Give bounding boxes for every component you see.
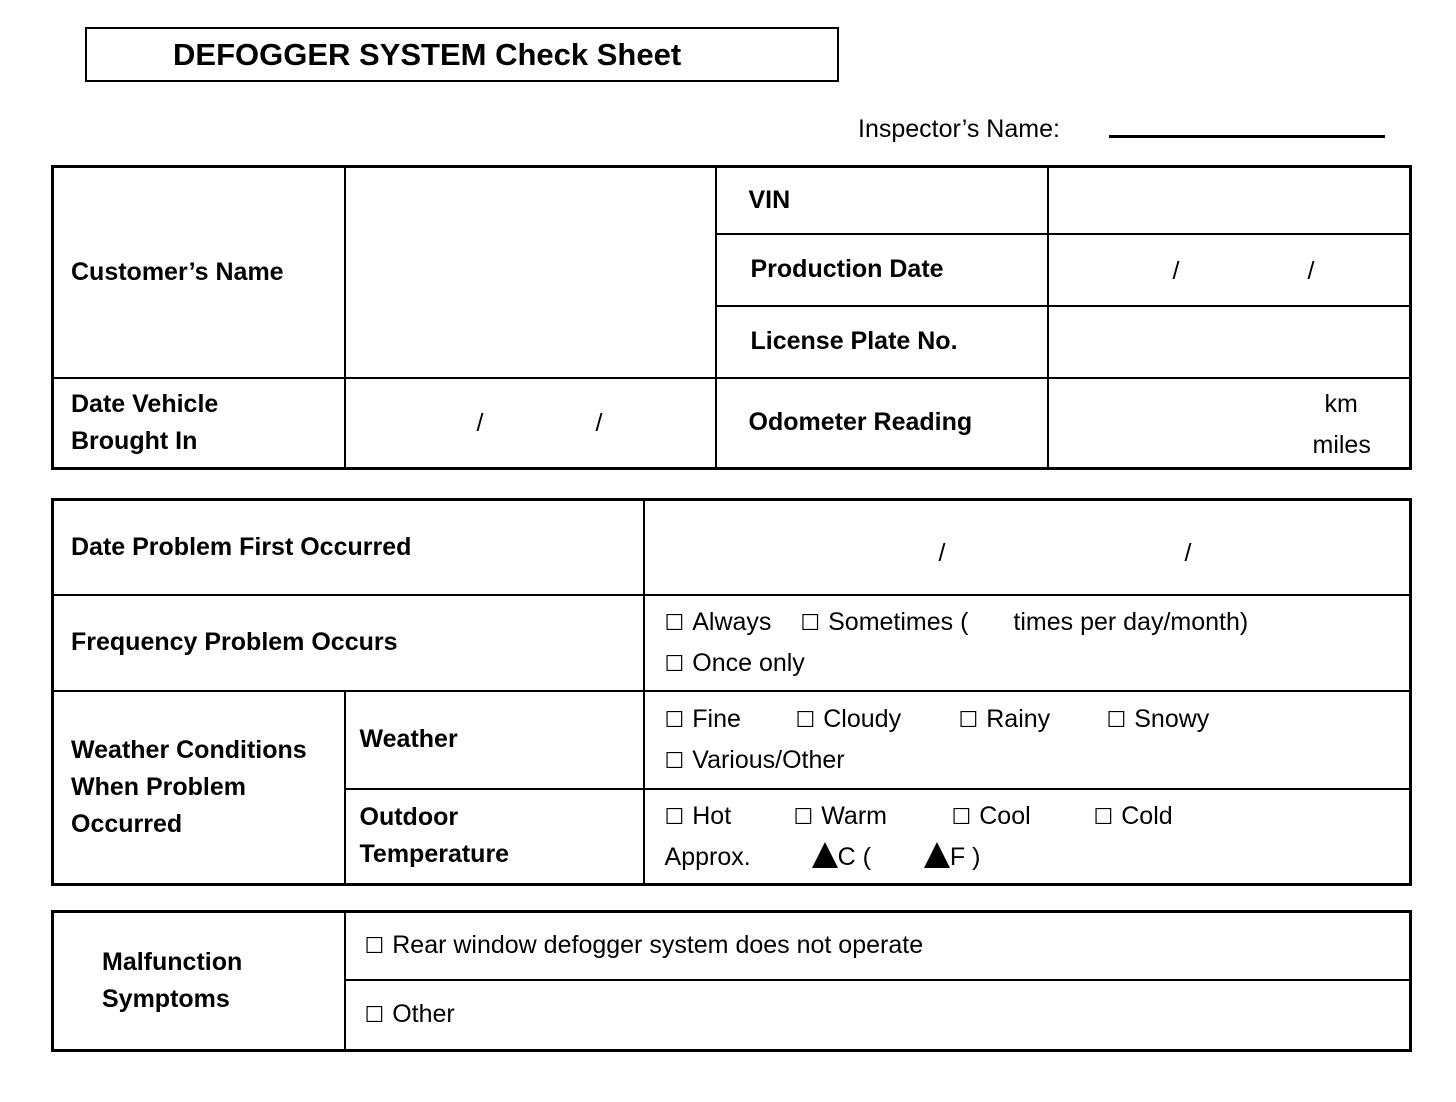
odometer-field[interactable] xyxy=(1048,378,1411,469)
approx-label: Approx. xyxy=(664,842,751,871)
malfunction-symptoms-label xyxy=(53,912,345,1051)
checkbox-icon: ☐ xyxy=(664,609,685,635)
malfunction-label-line1: Malfunction xyxy=(102,948,243,976)
license-plate-label: License Plate No. xyxy=(716,306,1048,378)
frequency-sometimes-suffix: times per day/month) xyxy=(1013,607,1249,636)
frequency-label: Frequency Problem Occurs xyxy=(53,595,644,691)
weather-other-label: Various/Other xyxy=(692,745,845,774)
date-first-occurred-field[interactable] xyxy=(644,500,1411,595)
checkbox-icon: ☐ xyxy=(664,706,685,732)
date-brought-in-label xyxy=(53,378,345,469)
temp-hot-label: Hot xyxy=(692,801,732,830)
title-box xyxy=(85,27,839,82)
weather-snowy-checkbox[interactable] xyxy=(1107,699,1210,740)
symptom-other-label: Other xyxy=(392,1000,455,1029)
weather-rainy-label: Rainy xyxy=(986,704,1051,733)
checkbox-icon: ☐ xyxy=(1093,803,1114,829)
temp-cold-label: Cold xyxy=(1121,801,1173,830)
unit-miles: miles xyxy=(1312,430,1371,459)
temperature-options xyxy=(644,789,1411,885)
symptom-defogger-not-operate xyxy=(345,912,1411,980)
weather-options xyxy=(644,691,1411,789)
frequency-once-only-label: Once only xyxy=(692,648,805,677)
temp-warm-label: Warm xyxy=(821,801,887,830)
weather-rainy-checkbox[interactable] xyxy=(959,699,1107,740)
temp-cool-label: Cool xyxy=(979,801,1031,830)
date-separator: / xyxy=(476,408,484,437)
date-separator: / xyxy=(595,408,603,437)
weather-fine-label: Fine xyxy=(692,704,741,733)
checkbox-icon: ☐ xyxy=(664,803,685,829)
weather-other-checkbox[interactable] xyxy=(665,740,845,781)
symptom-defogger-checkbox[interactable] xyxy=(365,925,924,966)
frequency-once-only-checkbox[interactable] xyxy=(665,643,805,684)
fahrenheit-field[interactable] xyxy=(924,837,981,877)
checkbox-icon: ☐ xyxy=(795,706,816,732)
weather-label: Weather xyxy=(345,691,644,789)
weather-cloudy-checkbox[interactable] xyxy=(796,699,959,740)
checkbox-icon: ☐ xyxy=(793,803,814,829)
checkbox-icon: ☐ xyxy=(364,1002,385,1028)
degree-triangle-icon xyxy=(812,842,838,868)
checkbox-icon: ☐ xyxy=(664,650,685,676)
weather-conditions-line2: When Problem xyxy=(71,772,247,801)
production-date-field[interactable] xyxy=(1048,234,1411,306)
checkbox-icon: ☐ xyxy=(664,747,685,773)
checkbox-icon: ☐ xyxy=(951,803,972,829)
celsius-field[interactable] xyxy=(812,837,871,877)
symptom-other-checkbox[interactable] xyxy=(365,994,455,1035)
weather-snowy-label: Snowy xyxy=(1134,704,1210,733)
temp-warm-checkbox[interactable] xyxy=(794,796,952,837)
page-title: DEFOGGER SYSTEM Check Sheet xyxy=(173,37,682,72)
weather-conditions-line1: Weather Conditions xyxy=(71,735,307,764)
malfunction-table xyxy=(51,910,1412,1052)
date-brought-in-label-line1: Date Vehicle xyxy=(71,389,219,418)
weather-fine-checkbox[interactable] xyxy=(665,699,796,740)
weather-conditions-label xyxy=(53,691,345,885)
date-brought-in-label-line2: Brought In xyxy=(71,426,198,455)
temp-cool-checkbox[interactable] xyxy=(952,796,1094,837)
celsius-label: C ( xyxy=(837,842,871,871)
vehicle-info-table xyxy=(51,165,1412,470)
date-separator: / xyxy=(1307,256,1315,285)
vin-field[interactable] xyxy=(1048,167,1411,234)
problem-info-table xyxy=(51,498,1412,886)
customer-name-label: Customer’s Name xyxy=(53,167,345,378)
frequency-always-label: Always xyxy=(692,607,772,636)
weather-cloudy-label: Cloudy xyxy=(823,704,902,733)
malfunction-label-line2: Symptoms xyxy=(102,985,230,1013)
temp-cold-checkbox[interactable] xyxy=(1094,796,1173,837)
symptom-defogger-label: Rear window defogger system does not operate xyxy=(392,931,924,959)
temp-hot-checkbox[interactable] xyxy=(665,796,794,837)
production-date-label: Production Date xyxy=(716,234,1048,306)
unit-km: km xyxy=(1324,389,1358,418)
license-plate-field[interactable] xyxy=(1048,306,1411,378)
inspector-name-label: Inspector’s Name: xyxy=(858,115,1060,143)
fahrenheit-label: F ) xyxy=(949,842,981,871)
date-separator: / xyxy=(1184,539,1192,567)
outdoor-temperature-line1: Outdoor xyxy=(359,803,459,832)
checkbox-icon: ☐ xyxy=(800,609,821,635)
date-brought-in-field[interactable] xyxy=(345,378,716,469)
frequency-options xyxy=(644,595,1411,691)
symptom-other xyxy=(345,980,1411,1051)
frequency-sometimes-label: Sometimes ( xyxy=(828,607,969,636)
outdoor-temperature-line2: Temperature xyxy=(359,840,510,869)
checkbox-icon: ☐ xyxy=(364,933,385,958)
odometer-label: Odometer Reading xyxy=(716,378,1048,469)
date-separator: / xyxy=(938,539,946,567)
date-separator: / xyxy=(1172,256,1180,285)
date-first-occurred-label: Date Problem First Occurred xyxy=(53,500,644,595)
frequency-sometimes-checkbox[interactable] xyxy=(800,602,968,643)
vin-label: VIN xyxy=(716,167,1048,234)
degree-triangle-icon xyxy=(924,842,950,868)
weather-conditions-line3: Occurred xyxy=(71,809,183,838)
customer-name-field[interactable] xyxy=(345,167,716,378)
frequency-always-checkbox[interactable] xyxy=(665,602,772,643)
outdoor-temperature-label xyxy=(345,789,644,885)
checkbox-icon: ☐ xyxy=(1106,706,1127,732)
checkbox-icon: ☐ xyxy=(958,706,979,732)
inspector-name-field[interactable] xyxy=(1109,135,1385,138)
